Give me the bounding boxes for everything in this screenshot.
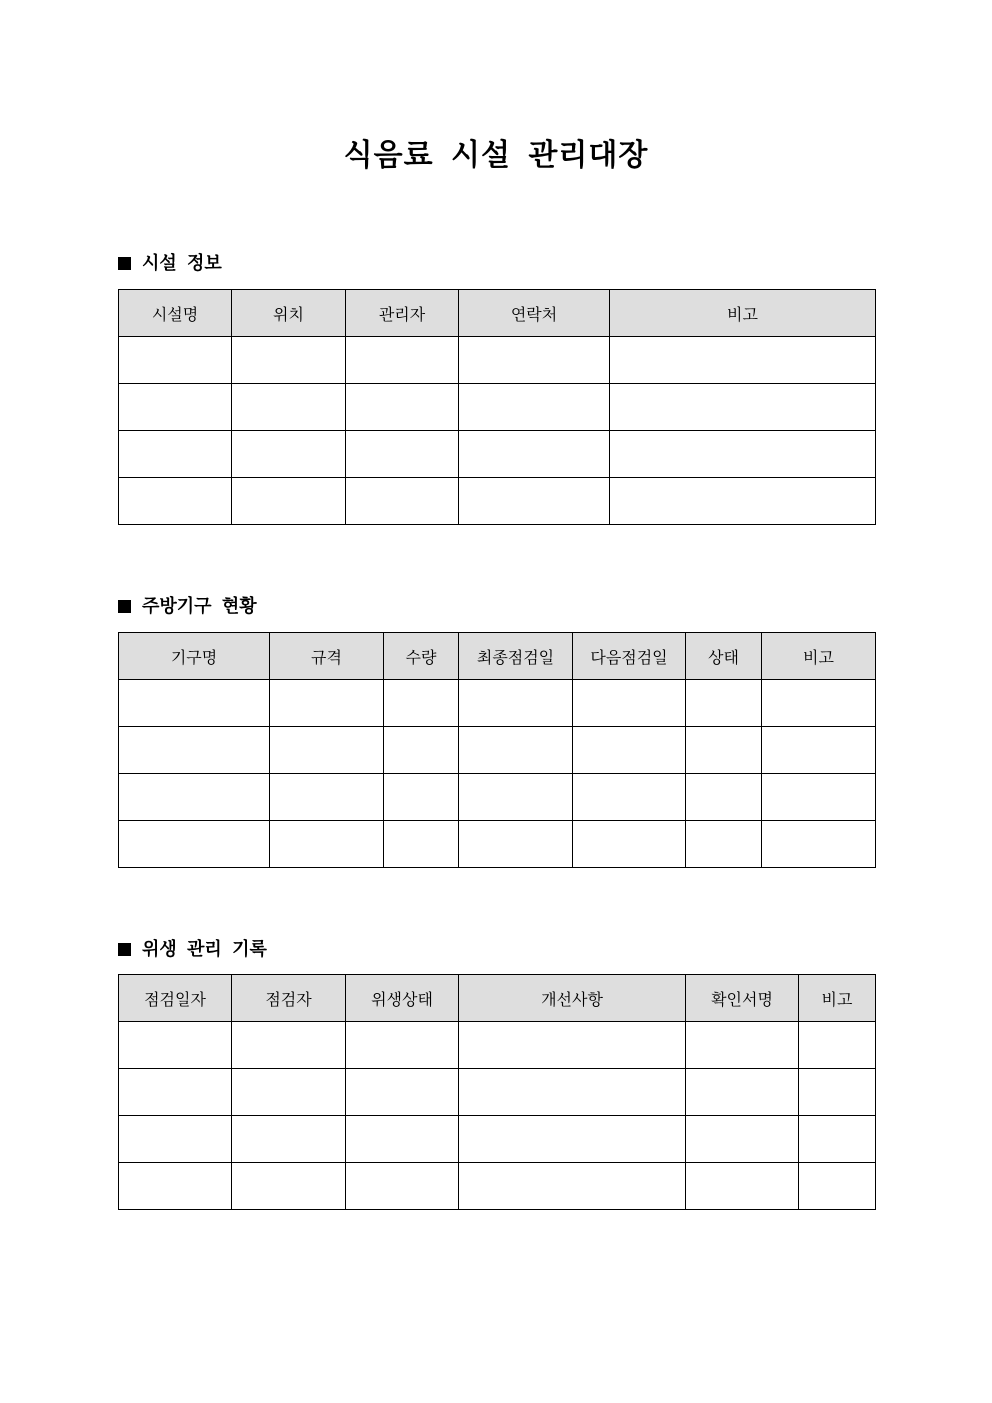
table-cell[interactable] <box>573 680 686 727</box>
table-row <box>119 1116 876 1163</box>
table-cell[interactable] <box>459 727 573 774</box>
table-cell[interactable] <box>384 680 459 727</box>
column-header: 점검자 <box>232 975 346 1022</box>
table-row <box>119 431 876 478</box>
table-cell[interactable] <box>799 1116 876 1163</box>
table-row <box>119 774 876 821</box>
table-cell[interactable] <box>459 680 573 727</box>
column-header: 위치 <box>232 290 346 337</box>
column-header: 규격 <box>270 633 384 680</box>
table-cell[interactable] <box>459 431 610 478</box>
table-cell[interactable] <box>232 1069 346 1116</box>
table-cell[interactable] <box>762 774 876 821</box>
table-cell[interactable] <box>686 1069 799 1116</box>
table-cell[interactable] <box>459 337 610 384</box>
table-cell[interactable] <box>119 1069 232 1116</box>
facility-info-table <box>118 289 876 525</box>
table-cell[interactable] <box>686 1116 799 1163</box>
column-header: 연락처 <box>459 290 610 337</box>
table-cell[interactable] <box>610 431 876 478</box>
section-heading-hygiene-record <box>118 937 267 963</box>
table-cell[interactable] <box>384 727 459 774</box>
section-heading-kitchen-equipment <box>118 594 257 620</box>
table-row <box>119 384 876 431</box>
table-cell[interactable] <box>346 384 459 431</box>
kitchen-equipment-table <box>118 632 876 868</box>
table-cell[interactable] <box>119 1116 232 1163</box>
table-header-row <box>119 633 876 680</box>
column-header: 확인서명 <box>686 975 799 1022</box>
table-row <box>119 1163 876 1210</box>
table-cell[interactable] <box>346 478 459 525</box>
column-header: 위생상태 <box>346 975 459 1022</box>
section-heading-facility <box>118 251 222 277</box>
table-cell[interactable] <box>686 727 762 774</box>
table-row <box>119 821 876 868</box>
table-cell[interactable] <box>762 680 876 727</box>
table-cell[interactable] <box>573 774 686 821</box>
column-header: 최종점검일 <box>459 633 573 680</box>
table-cell[interactable] <box>762 821 876 868</box>
table-cell[interactable] <box>459 821 573 868</box>
square-bullet-icon <box>118 600 131 613</box>
table-cell[interactable] <box>610 337 876 384</box>
table-cell[interactable] <box>270 821 384 868</box>
column-header: 시설명 <box>119 290 232 337</box>
table-cell[interactable] <box>119 478 232 525</box>
table-cell[interactable] <box>346 1116 459 1163</box>
table-cell[interactable] <box>799 1163 876 1210</box>
table-cell[interactable] <box>119 680 270 727</box>
column-header: 상태 <box>686 633 762 680</box>
table-row <box>119 337 876 384</box>
table-cell[interactable] <box>686 680 762 727</box>
table-cell[interactable] <box>119 384 232 431</box>
table-cell[interactable] <box>384 774 459 821</box>
table-cell[interactable] <box>384 821 459 868</box>
table-cell[interactable] <box>459 774 573 821</box>
table-cell[interactable] <box>459 1116 686 1163</box>
table-cell[interactable] <box>686 774 762 821</box>
table-cell[interactable] <box>346 337 459 384</box>
table-cell[interactable] <box>270 680 384 727</box>
column-header: 비고 <box>610 290 876 337</box>
table-cell[interactable] <box>686 1163 799 1210</box>
table-header-row <box>119 975 876 1022</box>
column-header: 비고 <box>762 633 876 680</box>
table-cell[interactable] <box>573 727 686 774</box>
table-cell[interactable] <box>346 1022 459 1069</box>
table-cell[interactable] <box>762 727 876 774</box>
column-header: 다음점검일 <box>573 633 686 680</box>
table-cell[interactable] <box>232 1022 346 1069</box>
table-cell[interactable] <box>119 1022 232 1069</box>
table-cell[interactable] <box>610 478 876 525</box>
table-cell[interactable] <box>232 337 346 384</box>
table-cell[interactable] <box>119 821 270 868</box>
square-bullet-icon <box>118 943 131 956</box>
table-cell[interactable] <box>232 431 346 478</box>
table-cell[interactable] <box>119 774 270 821</box>
table-header-row <box>119 290 876 337</box>
column-header: 기구명 <box>119 633 270 680</box>
table-row <box>119 727 876 774</box>
table-row <box>119 680 876 727</box>
column-header: 비고 <box>799 975 876 1022</box>
table-cell[interactable] <box>232 384 346 431</box>
table-cell[interactable] <box>686 1022 799 1069</box>
table-cell[interactable] <box>459 1069 686 1116</box>
table-cell[interactable] <box>346 1069 459 1116</box>
square-bullet-icon <box>118 257 131 270</box>
table-cell[interactable] <box>270 774 384 821</box>
table-cell[interactable] <box>573 821 686 868</box>
table-row <box>119 1069 876 1116</box>
section-heading-label: 시설 정보 <box>142 253 222 274</box>
section-heading-label: 주방기구 현황 <box>142 596 257 617</box>
table-cell[interactable] <box>119 1163 232 1210</box>
page-title: 식음료 시설 관리대장 <box>343 138 649 173</box>
table-cell[interactable] <box>119 727 270 774</box>
hygiene-record-table <box>118 974 876 1210</box>
column-header: 수량 <box>384 633 459 680</box>
table-cell[interactable] <box>232 1116 346 1163</box>
table-cell[interactable] <box>119 337 232 384</box>
table-cell[interactable] <box>459 384 610 431</box>
table-cell[interactable] <box>459 478 610 525</box>
table-cell[interactable] <box>270 727 384 774</box>
table-cell[interactable] <box>459 1022 686 1069</box>
table-cell[interactable] <box>119 431 232 478</box>
table-cell[interactable] <box>799 1022 876 1069</box>
table-cell[interactable] <box>610 384 876 431</box>
table-row <box>119 478 876 525</box>
table-cell[interactable] <box>799 1069 876 1116</box>
table-cell[interactable] <box>346 431 459 478</box>
table-row <box>119 1022 876 1069</box>
table-cell[interactable] <box>346 1163 459 1210</box>
table-cell[interactable] <box>686 821 762 868</box>
column-header: 개선사항 <box>459 975 686 1022</box>
table-cell[interactable] <box>232 1163 346 1210</box>
table-cell[interactable] <box>459 1163 686 1210</box>
column-header: 관리자 <box>346 290 459 337</box>
table-cell[interactable] <box>232 478 346 525</box>
section-heading-label: 위생 관리 기록 <box>142 939 267 960</box>
column-header: 점검일자 <box>119 975 232 1022</box>
